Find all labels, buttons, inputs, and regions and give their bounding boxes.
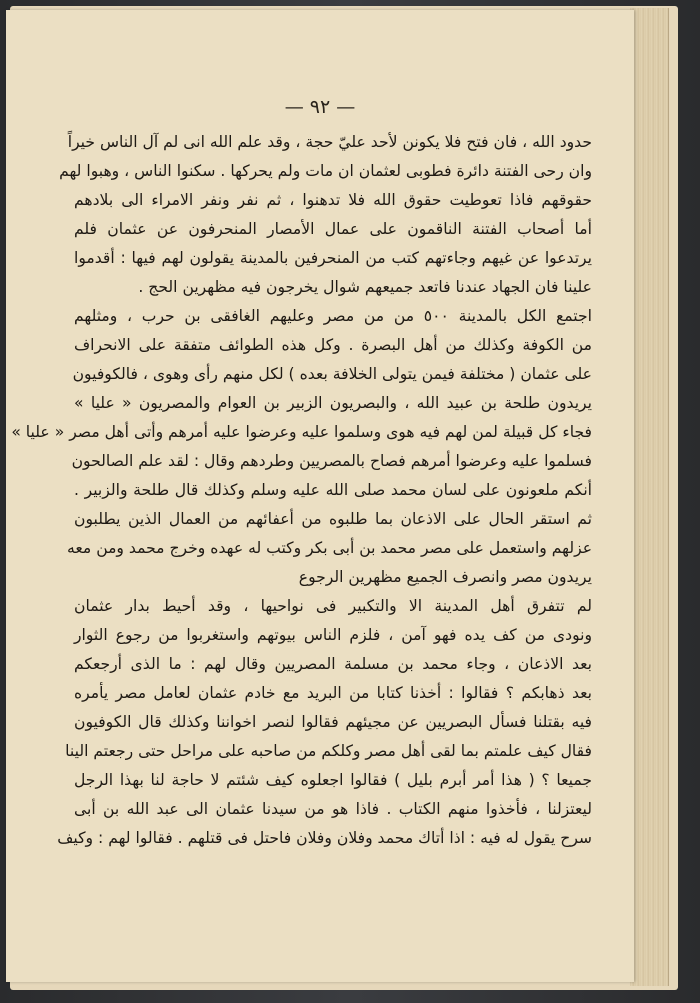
text-line: حقوقهم فاذا تعوطيت حقوق الله فلا تدهنوا ، ثم نفر ونفر الامراء الى بلادهم [74,191,592,209]
page-edge-strip [630,8,669,986]
text-line: عزلهم واستعمل على مصر محمد بن أبى بكر وكتب له عهده وخرج محمد ومن معه [67,539,592,557]
text-line: أنكم ملعونون على لسان محمد صلى الله عليه وسلم وكذلك قال طلحة والزبير . [74,481,592,499]
text-line: وان رحى الفتنة دائرة فطوبى لعثمان ان مات ولم يحركها . سكنوا الناس ، وهبوا لهم [59,162,592,180]
text-line: علينا فان الجهاد عندنا فاتعد جميعهم شوال يخرجون فيه مظهرين الحج . [138,278,592,296]
text-line: فقال كيف علمتم بما لقى أهل مصر وكلكم من صاحبه على مراحل حتى رجعتم الينا [65,742,592,760]
text-line: بعد الاذعان ، وجاء محمد بن مسلمة المصريين وقال لهم : ما الذى أرجعكم [74,655,592,673]
text-line: من الكوفة وكذلك من أهل البصرة . وكل هذه الطوائف متفقة على الانحراف [74,336,592,354]
book-page [6,10,634,982]
text-line: يرتدعوا عن غيهم وجاءتهم كتب من المنحرفين بالمدينة يقولون لهم فيها : أقدموا [74,249,592,267]
text-line: ونودى من كف يده فهو آمن ، فلزم الناس بيوتهم واستغربوا من رجوع الثوار [74,626,592,644]
page-text [11,128,592,853]
text-line: يريدون طلحة بن عبيد الله ، والبصريون الزبير بن العوام والمصريون « عليا » [74,394,592,412]
text-line: سرح يقول له فيه : اذا أتاك محمد وفلان وفلان فاحتل فى قتلهم . فقالوا لهم : وكيف [57,829,592,847]
text-line: يريدون مصر وانصرف الجميع مظهرين الرجوع [298,568,592,586]
text-line: ليعتزلنا ، فأخذوا منهم الكتاب . فاذا هو من سيدنا عثمان الى عبد الله بن أبى [74,800,592,818]
text-line: جميعا ؟ ( هذا أمر أبرم بليل ) فقالوا اجعلوه كيف شئتم لا حاجة لنا بهذا الرجل [74,771,592,789]
page-number: — ٩٢ — [284,96,356,118]
text-line: فسلموا عليه وعرضوا أمرهم فصاح بالمصريين وطردهم وقال : لقد علم الصالحون [71,452,592,470]
text-line: بعد ذهابكم ؟ فقالوا : أخذنا كتابا من البريد مع خادم عثمان لعامل مصر يأمره [74,684,592,702]
text-line: على عثمان ( مختلفة فيمن يتولى الخلافة بعده ) لكل منهم رأى وهوى ، فالكوفيون [72,365,592,383]
text-line: ثم استقر الحال على الاذعان بما طلبوه من أعفائهم من العمال الذين يطلبون [74,510,592,528]
text-line: فجاء كل قبيلة لمن لهم فيه هوى وسلموا عليه وعرضوا عليه أمرهم وأتى أهل مصر « عليا » [11,423,592,441]
text-line: أما أصحاب الفتنة الناقمون على عمال الأمصار المنحرفون عن عثمان فلم [74,220,592,238]
text-line: فيه بقتلنا فسأل البصريين عن مجيئهم فقالوا لنصر اخواننا وكذلك قال الكوفيون [74,713,592,731]
text-line: حدود الله ، فان فتح فلا يكونن لأحد عليّ حجة ، وقد علم الله انى لم آل الناس خيراً [67,133,592,151]
text-line: اجتمع الكل بالمدينة ٥٠٠ من من مصر وعليهم الغافقى بن حرب ، ومثلهم [74,307,592,325]
text-line: لم تتفرق أهل المدينة الا والتكبير فى نواحيها ، وقد أحيط بدار عثمان [74,597,592,615]
